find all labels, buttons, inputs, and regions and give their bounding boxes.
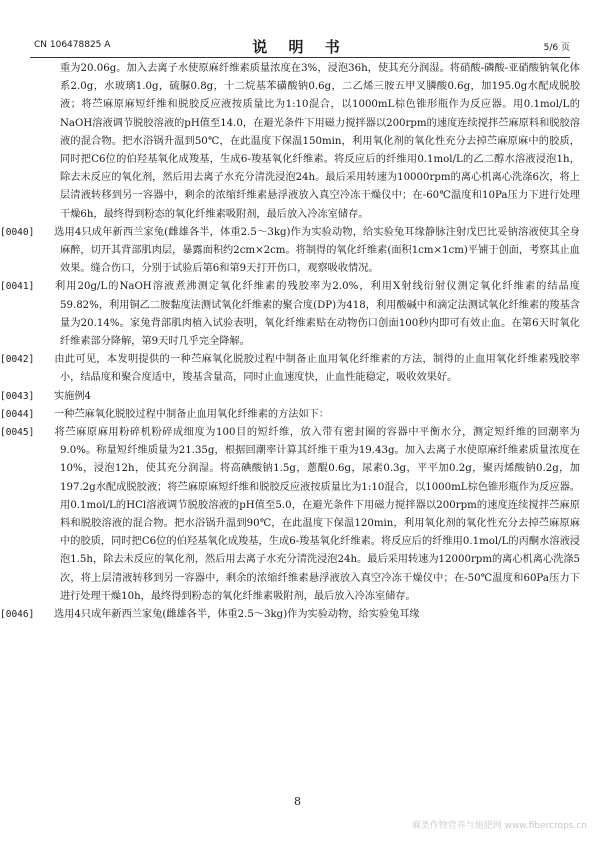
paragraph xyxy=(60,60,580,224)
page-indicator: 5/6 页 xyxy=(543,43,570,53)
paragraph-tag: [0045] xyxy=(0,427,35,439)
paragraph-tag: [0044] xyxy=(0,408,35,420)
header-divider xyxy=(30,57,570,58)
paragraph xyxy=(0,278,580,351)
page-header xyxy=(30,38,570,56)
paragraph-text: 一种苎麻氧化脱胶过程中制备止血用氧化纤维素的方法如下： xyxy=(54,408,330,420)
paragraph xyxy=(0,424,580,606)
paragraph-tag: [0041] xyxy=(0,281,35,293)
paragraph-text: 利用20g/L的NaOH溶液煮沸测定氧化纤维素的残胶率为2.0%，利用X射线衍射仪测定氧化纤维素的结晶度59.82%，利用铜乙二胺黏度法测试氧化纤维素的聚合度(DP)为418，利用酸碱中和滴定法测试氧化纤维素的羧基含量为20.14%。家兔背部肌肉植入试验表明，氧化纤维素贴在动物伤口创面100秒内即可有效止血。在第6天时氧化纤维素部分降解，第9天时几乎完全降解。 xyxy=(54,281,580,348)
paragraph-tag: [0043] xyxy=(0,390,35,402)
paragraph-tag: [0042] xyxy=(0,354,35,366)
paragraph xyxy=(0,388,580,406)
document-title: 说 明 书 xyxy=(252,38,348,56)
paragraph-text: 实施例4 xyxy=(54,390,92,402)
paragraph-text: 选用4只成年新西兰家兔(雌雄各半，体重2.5～3kg)作为实验动物，给实验兔耳缘静脉注射戊巴比妥钠溶液使其全身麻醉，切开其背部肌肉层，暴露面积约2cm×2cm。将制得的氧化纤维素(面积1cm×1cm)平铺于创面，考察其止血效果。缝合伤口，分别于试验后第6和第9天打开伤口，观察吸收情况。 xyxy=(54,226,580,275)
paragraph-text: 重为20.06g。加入去离子水使原麻纤维素质量浓度在3%，浸泡36h，使其充分润湿。将硝酸-磷酸-亚硝酸钠氧化体系2.0g，水玻璃1.0g，硫脲0.8g，十二烷基苯磺酸钠0.6g，二乙烯三胺五甲叉膦酸0.6g，加195.0g水配成脱胶液；将苎麻原麻短纤维和脱胶反应液按质量比为1:10混合，以1000mL棕色锥形瓶作为反应器。用0.1mol/L的NaOH溶液调节脱胶溶液的pH值至14.0，在避光条件下用磁力搅拌器以200rpm的速度连续搅拌苎麻原料和脱胶溶液的混合物。把水浴锅升温到50℃，在此温度下保温150min，利用氧化剂的氧化性充分去掉苎麻原麻中的胶质，同时把C6位的伯羟基氧化成羧基，生成6-羧基氧化纤维素。将反应后的纤维用0.1mol/L的乙二醇水溶液浸泡1h，除去未反应的氧化剂，然后用去离子水充分清洗浸泡24h。最后采用转速为10000rpm的离心机离心洗涤6次，将上层清液转移到另一容器中，剩余的浓缩纤维素悬浮液放入真空冷冻干燥仪中；在-60℃温度和10Pa压力下进行处理干燥6h，最终得到粉态的氧化纤维素吸附剂，最后放入冷冻室储存。 xyxy=(60,63,580,220)
paragraph xyxy=(0,606,580,624)
paragraph xyxy=(0,351,580,387)
document-body xyxy=(0,60,580,624)
paragraph xyxy=(0,406,580,424)
patent-number: CN 106478825 A xyxy=(34,40,111,50)
paragraph-tag: [0040] xyxy=(0,226,35,238)
paragraph xyxy=(0,224,580,279)
paragraph-text: 由此可见，本发明提供的一种苎麻氧化脱胶过程中制备止血用氧化纤维素的方法，制得的止血用氧化纤维素残胶率小，结晶度和聚合度适中，羧基含量高，同时止血速度快，止血性能稳定，吸收效果好。 xyxy=(54,354,580,384)
page-number: 8 xyxy=(294,795,301,808)
paragraph-text: 选用4只成年新西兰家兔(雌雄各半，体重2.5～3kg)作为实验动物，给实验兔耳缘 xyxy=(54,609,420,621)
paragraph-tag: [0046] xyxy=(0,609,35,621)
paragraph-text: 将苎麻原麻用粉碎机粉碎成细度为100目的短纤维，放入带有密封圈的容器中平衡水分，测定短纤维的回潮率为9.0%。称量短纤维质量为21.35g，根据回潮率计算其纤维干重为19.43g。加入去离子水使原麻纤维素质量浓度在10%，浸泡12h，使其充分润湿。将高碘酸钠1.5g，蔥醌0.6g，尿素0.3g，平平加0.2g，聚丙烯酸钠0.2g，加197.2g水配成脱胶液；将苎麻原麻短纤维和脱胶反应液按质量比为1:10混合，以1000mL棕色锥形瓶作为反应器。用0.1mol/L的HCl溶液调节脱胶溶液的pH值至5.0，在避光条件下用磁力搅拌器以200rpm的速度连续搅拌苎麻原料和脱胶溶液的混合物。把水浴锅升温到90℃，在此温度下保温120min，利用氧化剂的氧化性充分去掉苎麻原麻中的胶质，同时把C6位的伯羟基氧化成羧基，生成6-羧基氧化纤维素。将反应后的纤维用0.1mol/L的丙酮水溶液浸泡1.5h，除去未反应的氧化剂，然后用去离子水充分清洗浸泡24h。最后采用转速为12000rpm的离心机离心洗涤5次，将上层清液转移到另一容器中，剩余的浓缩纤维素悬浮液放入真空冷冻干燥仪中；在-50℃温度和60Pa压力下进行处理干燥10h，最终得到粉态的氧化纤维素吸附剂，最后放入冷冻室储存。 xyxy=(54,427,580,602)
watermark-text: 麻类作物营养与施肥网 www.fibercrops.cn xyxy=(411,821,587,831)
